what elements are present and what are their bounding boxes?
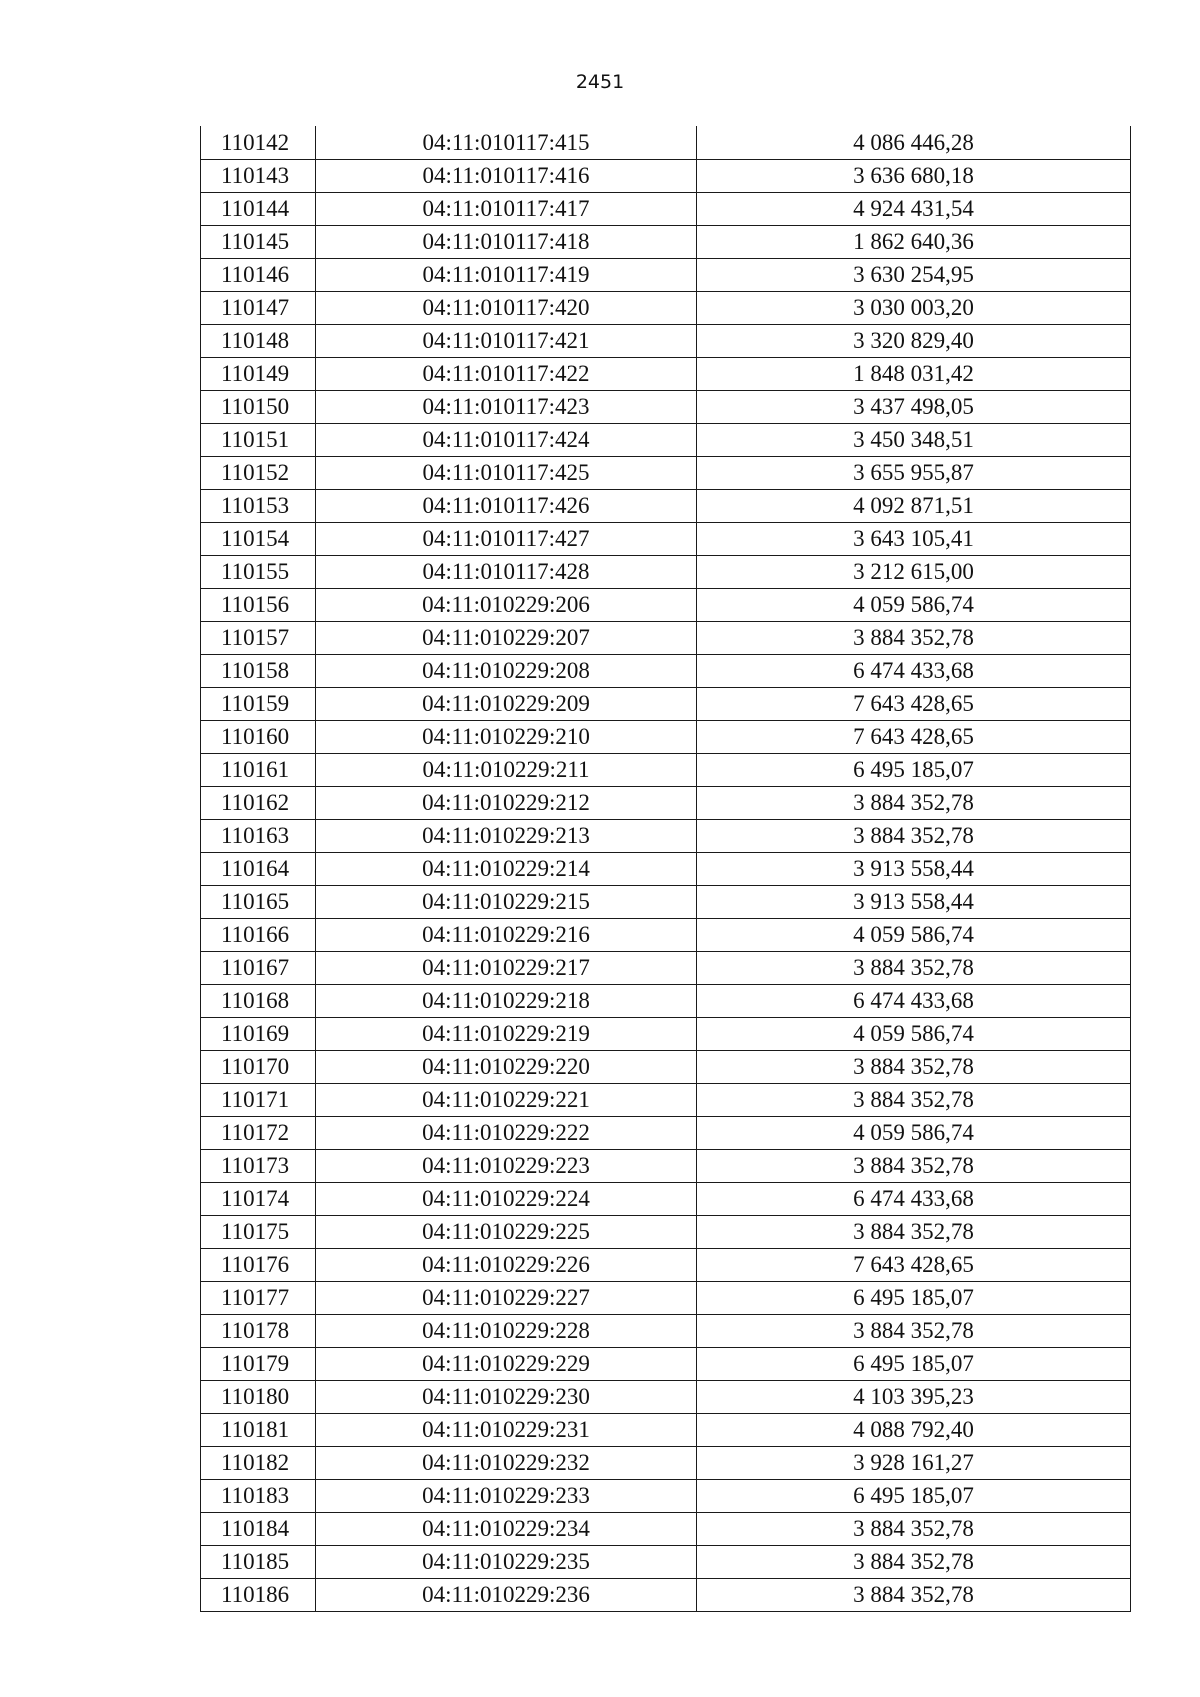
cadastral-value-cell: 1 848 031,42 [697,358,1131,391]
cadastral-number-cell: 04:11:010117:415 [316,127,697,160]
cadastral-value-cell: 4 092 871,51 [697,490,1131,523]
row-number-cell: 110143 [201,160,316,193]
table-row [201,1381,1131,1414]
cadastral-number-cell: 04:11:010229:213 [316,820,697,853]
table-row [201,688,1131,721]
cadastral-number-cell: 04:11:010117:420 [316,292,697,325]
table-row [201,523,1131,556]
row-number-cell: 110145 [201,226,316,259]
cadastral-number-cell: 04:11:010229:227 [316,1282,697,1315]
table-row [201,1084,1131,1117]
row-number-cell: 110155 [201,556,316,589]
cadastral-value-cell: 7 643 428,65 [697,721,1131,754]
cadastral-number-cell: 04:11:010229:222 [316,1117,697,1150]
cadastral-number-cell: 04:11:010229:217 [316,952,697,985]
cadastral-number-cell: 04:11:010117:425 [316,457,697,490]
table-row [201,820,1131,853]
row-number-cell: 110169 [201,1018,316,1051]
table-row [201,919,1131,952]
row-number-cell: 110174 [201,1183,316,1216]
cadastral-value-cell: 3 636 680,18 [697,160,1131,193]
row-number-cell: 110166 [201,919,316,952]
row-number-cell: 110184 [201,1513,316,1546]
cadastral-number-cell: 04:11:010229:232 [316,1447,697,1480]
row-number-cell: 110182 [201,1447,316,1480]
row-number-cell: 110144 [201,193,316,226]
row-number-cell: 110163 [201,820,316,853]
cadastral-number-cell: 04:11:010229:226 [316,1249,697,1282]
cadastral-number-cell: 04:11:010229:235 [316,1546,697,1579]
cadastral-value-cell: 3 884 352,78 [697,1084,1131,1117]
table-row [201,721,1131,754]
cadastral-number-cell: 04:11:010229:209 [316,688,697,721]
row-number-cell: 110180 [201,1381,316,1414]
cadastral-number-cell: 04:11:010229:221 [316,1084,697,1117]
row-number-cell: 110164 [201,853,316,886]
table-row [201,787,1131,820]
cadastral-value-cell: 3 030 003,20 [697,292,1131,325]
table-row [201,1315,1131,1348]
cadastral-value-cell: 3 928 161,27 [697,1447,1131,1480]
cadastral-number-cell: 04:11:010117:419 [316,259,697,292]
cadastral-value-cell: 3 884 352,78 [697,622,1131,655]
page-number: 2451 [575,71,625,93]
cadastral-value-cell: 3 884 352,78 [697,820,1131,853]
row-number-cell: 110151 [201,424,316,457]
table-row [201,1150,1131,1183]
cadastral-value-cell: 3 884 352,78 [697,1513,1131,1546]
cadastral-value-cell: 3 884 352,78 [697,1546,1131,1579]
cadastral-value-table [200,126,1131,1612]
cadastral-value-cell: 3 884 352,78 [697,1216,1131,1249]
cadastral-value-cell: 4 059 586,74 [697,1117,1131,1150]
cadastral-number-cell: 04:11:010117:427 [316,523,697,556]
row-number-cell: 110157 [201,622,316,655]
cadastral-number-cell: 04:11:010229:229 [316,1348,697,1381]
cadastral-value-cell: 3 913 558,44 [697,853,1131,886]
cadastral-value-cell: 3 450 348,51 [697,424,1131,457]
table-row [201,754,1131,787]
row-number-cell: 110152 [201,457,316,490]
cadastral-value-cell: 3 630 254,95 [697,259,1131,292]
row-number-cell: 110181 [201,1414,316,1447]
table-row [201,226,1131,259]
cadastral-number-cell: 04:11:010229:212 [316,787,697,820]
table-row [201,985,1131,1018]
cadastral-value-cell: 6 495 185,07 [697,1282,1131,1315]
cadastral-number-cell: 04:11:010229:236 [316,1579,697,1612]
cadastral-number-cell: 04:11:010229:231 [316,1414,697,1447]
cadastral-number-cell: 04:11:010229:224 [316,1183,697,1216]
cadastral-value-cell: 3 884 352,78 [697,952,1131,985]
table-row [201,358,1131,391]
table-row [201,853,1131,886]
cadastral-number-cell: 04:11:010117:428 [316,556,697,589]
cadastral-number-cell: 04:11:010229:223 [316,1150,697,1183]
cadastral-number-cell: 04:11:010117:426 [316,490,697,523]
cadastral-value-cell: 4 103 395,23 [697,1381,1131,1414]
cadastral-number-cell: 04:11:010229:208 [316,655,697,688]
cadastral-value-cell: 3 655 955,87 [697,457,1131,490]
cadastral-value-cell: 3 212 615,00 [697,556,1131,589]
row-number-cell: 110172 [201,1117,316,1150]
table-row [201,457,1131,490]
table-row [201,1249,1131,1282]
cadastral-value-cell: 4 924 431,54 [697,193,1131,226]
row-number-cell: 110162 [201,787,316,820]
table-row [201,160,1131,193]
cadastral-value-cell: 4 088 792,40 [697,1414,1131,1447]
table-row [201,556,1131,589]
row-number-cell: 110159 [201,688,316,721]
table-row [201,1546,1131,1579]
row-number-cell: 110185 [201,1546,316,1579]
cadastral-number-cell: 04:11:010117:421 [316,325,697,358]
cadastral-value-cell: 6 495 185,07 [697,754,1131,787]
table-row [201,1348,1131,1381]
cadastral-number-cell: 04:11:010117:417 [316,193,697,226]
table-row [201,292,1131,325]
cadastral-value-cell: 3 884 352,78 [697,787,1131,820]
row-number-cell: 110158 [201,655,316,688]
cadastral-value-cell: 6 474 433,68 [697,985,1131,1018]
row-number-cell: 110178 [201,1315,316,1348]
row-number-cell: 110177 [201,1282,316,1315]
table-row [201,1117,1131,1150]
cadastral-value-cell: 3 884 352,78 [697,1051,1131,1084]
table-body [201,127,1131,1612]
row-number-cell: 110156 [201,589,316,622]
cadastral-value-cell: 4 059 586,74 [697,919,1131,952]
table-row [201,1579,1131,1612]
cadastral-number-cell: 04:11:010229:218 [316,985,697,1018]
cadastral-number-cell: 04:11:010229:228 [316,1315,697,1348]
cadastral-value-cell: 1 862 640,36 [697,226,1131,259]
row-number-cell: 110147 [201,292,316,325]
row-number-cell: 110153 [201,490,316,523]
table-row [201,1216,1131,1249]
cadastral-number-cell: 04:11:010229:214 [316,853,697,886]
table-row [201,193,1131,226]
cadastral-value-cell: 3 643 105,41 [697,523,1131,556]
cadastral-value-cell: 6 495 185,07 [697,1480,1131,1513]
cadastral-value-cell: 6 474 433,68 [697,655,1131,688]
table-row [201,325,1131,358]
cadastral-number-cell: 04:11:010117:424 [316,424,697,457]
table-row [201,391,1131,424]
cadastral-value-cell: 7 643 428,65 [697,688,1131,721]
cadastral-number-cell: 04:11:010229:207 [316,622,697,655]
cadastral-number-cell: 04:11:010229:225 [316,1216,697,1249]
cadastral-value-cell: 3 913 558,44 [697,886,1131,919]
cadastral-number-cell: 04:11:010229:219 [316,1018,697,1051]
cadastral-number-cell: 04:11:010229:215 [316,886,697,919]
row-number-cell: 110142 [201,127,316,160]
cadastral-value-cell: 4 059 586,74 [697,589,1131,622]
table-row [201,1480,1131,1513]
cadastral-value-cell: 3 884 352,78 [697,1579,1131,1612]
table-row [201,1051,1131,1084]
cadastral-number-cell: 04:11:010117:418 [316,226,697,259]
cadastral-number-cell: 04:11:010229:233 [316,1480,697,1513]
cadastral-value-cell: 7 643 428,65 [697,1249,1131,1282]
table-row [201,1018,1131,1051]
table-row [201,1282,1131,1315]
row-number-cell: 110171 [201,1084,316,1117]
cadastral-number-cell: 04:11:010229:210 [316,721,697,754]
cadastral-number-cell: 04:11:010117:416 [316,160,697,193]
cadastral-value-cell: 6 474 433,68 [697,1183,1131,1216]
row-number-cell: 110167 [201,952,316,985]
table-row [201,1414,1131,1447]
row-number-cell: 110160 [201,721,316,754]
cadastral-number-cell: 04:11:010229:234 [316,1513,697,1546]
row-number-cell: 110176 [201,1249,316,1282]
row-number-cell: 110150 [201,391,316,424]
cadastral-number-cell: 04:11:010229:206 [316,589,697,622]
row-number-cell: 110186 [201,1579,316,1612]
table-row [201,424,1131,457]
table-row [201,1513,1131,1546]
row-number-cell: 110148 [201,325,316,358]
cadastral-number-cell: 04:11:010229:230 [316,1381,697,1414]
row-number-cell: 110154 [201,523,316,556]
row-number-cell: 110173 [201,1150,316,1183]
row-number-cell: 110179 [201,1348,316,1381]
row-number-cell: 110168 [201,985,316,1018]
row-number-cell: 110146 [201,259,316,292]
cadastral-number-cell: 04:11:010117:423 [316,391,697,424]
table-row [201,589,1131,622]
cadastral-value-cell: 3 437 498,05 [697,391,1131,424]
cadastral-number-cell: 04:11:010229:216 [316,919,697,952]
cadastral-number-cell: 04:11:010229:220 [316,1051,697,1084]
table-row [201,655,1131,688]
row-number-cell: 110165 [201,886,316,919]
cadastral-value-cell: 6 495 185,07 [697,1348,1131,1381]
table-row [201,127,1131,160]
table-row [201,490,1131,523]
table-row [201,1183,1131,1216]
cadastral-number-cell: 04:11:010229:211 [316,754,697,787]
row-number-cell: 110149 [201,358,316,391]
table-row [201,1447,1131,1480]
cadastral-value-cell: 3 320 829,40 [697,325,1131,358]
table-row [201,886,1131,919]
cadastral-value-cell: 4 086 446,28 [697,127,1131,160]
table-row [201,952,1131,985]
row-number-cell: 110170 [201,1051,316,1084]
cadastral-value-cell: 3 884 352,78 [697,1150,1131,1183]
table-row [201,622,1131,655]
cadastral-number-cell: 04:11:010117:422 [316,358,697,391]
row-number-cell: 110161 [201,754,316,787]
row-number-cell: 110175 [201,1216,316,1249]
cadastral-value-cell: 4 059 586,74 [697,1018,1131,1051]
row-number-cell: 110183 [201,1480,316,1513]
cadastral-value-cell: 3 884 352,78 [697,1315,1131,1348]
table-row [201,259,1131,292]
